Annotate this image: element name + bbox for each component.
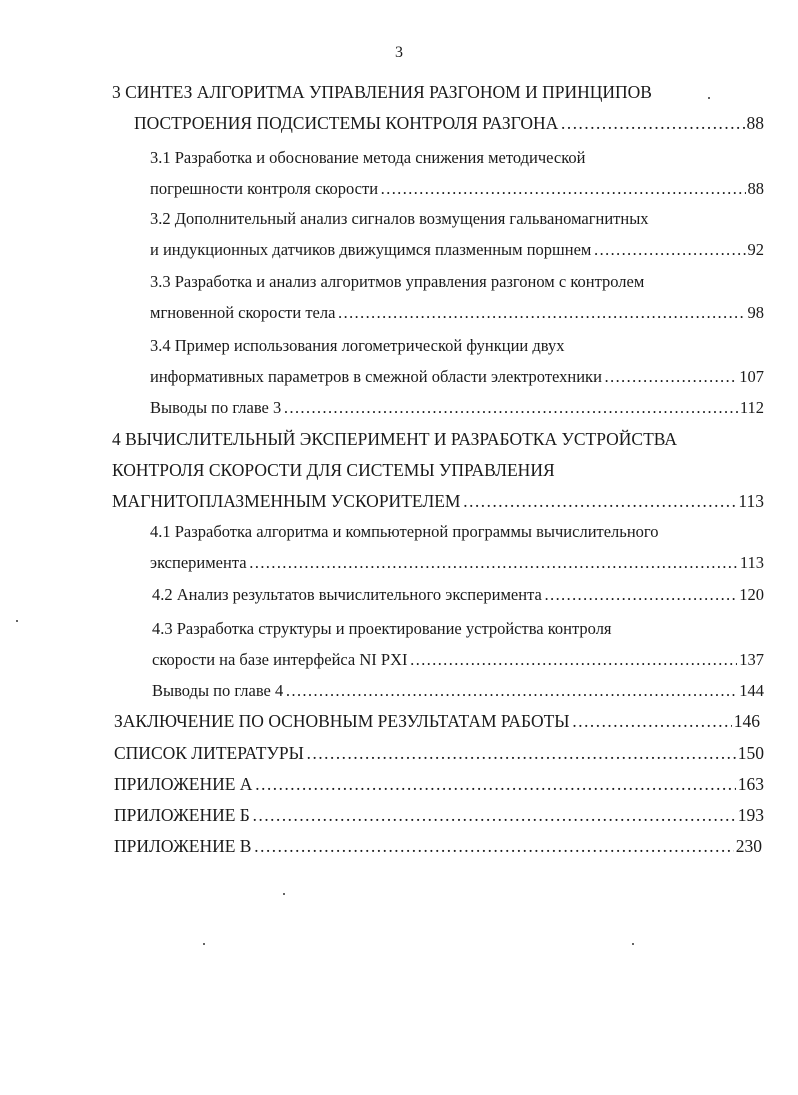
toc-page-number: 88 [746,113,764,133]
toc-section-3-3-entry[interactable]: мгновенной скорости тела …………………………………………………………………………………………………………………………………………………………………… 98 [150,301,764,325]
scan-speck [16,620,18,622]
scan-speck [708,97,710,99]
toc-section-3-3-line1: 3.3 Разработка и анализ алгоритмов управления разгоном с контролем [150,272,645,291]
scan-speck [632,943,634,945]
toc-chapter-3-entry[interactable]: ПОСТРОЕНИЯ ПОДСИСТЕМЫ КОНТРОЛЯ РАЗГОНА …………………………………………………………………………………………………………………………………………………………………… 88 [134,111,764,135]
toc-section-4-3-entry[interactable]: скорости на базе интерфейса NI PXI …………………………………………………………………………………………………………………………………………………………………… 137 [152,648,764,672]
toc-page-number: 98 [747,303,764,322]
toc-chapter-3-title-line1: 3 СИНТЕЗ АЛГОРИТМА УПРАВЛЕНИЯ РАЗГОНОМ И ПРИНЦИПОВ [112,82,652,102]
toc-page-number: 230 [735,836,762,856]
toc-section-4-1-entry[interactable]: эксперимента …………………………………………………………………………………………………………………………………………………………………… 113 [150,551,764,575]
toc-appendix-b[interactable]: ПРИЛОЖЕНИЕ Б …………………………………………………………………………………………………………………………………………………………………… 193 [114,803,764,827]
toc-page-number: 113 [739,553,764,572]
toc-page-number: 137 [739,650,764,669]
toc-page-number: 150 [737,743,764,763]
toc-page-number: 113 [738,491,764,511]
toc-appendix-c[interactable]: ПРИЛОЖЕНИЕ В …………………………………………………………………………………………………………………………………………………………………… 230 [114,834,762,858]
toc-page-number: 88 [747,179,764,198]
toc-conclusions-chapter-3[interactable]: Выводы по главе 3 …………………………………………………………………………………………………………………………………………………………………… 112 [150,396,764,420]
toc-chapter-4-entry[interactable]: МАГНИТОПЛАЗМЕННЫМ УСКОРИТЕЛЕМ …………………………………………………………………………………………………………………………………………………………………… 113 [112,489,764,513]
toc-section-3-4-entry[interactable]: информативных параметров в смежной области электротехники …………………………………………………………………………………………………………………………………………………………………… 107 [150,365,764,389]
toc-section-4-1-line1: 4.1 Разработка алгоритма и компьютерной программы вычислительного [150,522,659,541]
toc-page-number: 92 [747,240,764,259]
toc-section-4-2-entry[interactable]: 4.2 Анализ результатов вычислительного эксперимента …………………………………………………………………………………………………………………………………………………………………… 120 [152,583,764,607]
toc-references[interactable]: СПИСОК ЛИТЕРАТУРЫ …………………………………………………………………………………………………………………………………………………………………… 150 [114,741,764,765]
scan-speck [203,943,205,945]
toc-page-number: 120 [739,585,764,604]
toc-conclusions-chapter-4[interactable]: Выводы по главе 4 …………………………………………………………………………………………………………………………………………………………………… 144 [152,679,764,703]
toc-page-number: 144 [739,681,764,700]
page-number: 3 [395,44,403,61]
toc-section-3-2-line1: 3.2 Дополнительный анализ сигналов возмущения гальваномагнитных [150,209,649,228]
toc-page-number: 107 [739,367,764,386]
toc-section-3-1-line1: 3.1 Разработка и обоснование метода снижения методической [150,148,586,167]
toc-chapter-4-title-line1: 4 ВЫЧИСЛИТЕЛЬНЫЙ ЭКСПЕРИМЕНТ И РАЗРАБОТКА УСТРОЙСТВА [112,429,677,449]
toc-appendix-a[interactable]: ПРИЛОЖЕНИЕ А …………………………………………………………………………………………………………………………………………………………………… 163 [114,772,764,796]
toc-conclusion[interactable]: ЗАКЛЮЧЕНИЕ ПО ОСНОВНЫМ РЕЗУЛЬТАТАМ РАБОТЫ …………………………………………………………………………………………………………………………………………………………………… 146 [114,709,760,733]
toc-section-3-1-entry[interactable]: погрешности контроля скорости …………………………………………………………………………………………………………………………………………………………………… 88 [150,177,764,201]
toc-page-number: 146 [733,711,760,731]
scan-speck [283,893,285,895]
toc-section-3-2-entry[interactable]: и индукционных датчиков движущимся плазменным поршнем …………………………………………………………………………………………………………………………………………………………………… 92 [150,238,764,262]
toc-section-4-3-line1: 4.3 Разработка структуры и проектирование устройства контроля [152,619,612,638]
toc-page-number: 163 [737,774,764,794]
toc-page-number: 193 [737,805,764,825]
toc-page-number: 112 [739,398,764,417]
toc-chapter-4-title-line2: КОНТРОЛЯ СКОРОСТИ ДЛЯ СИСТЕМЫ УПРАВЛЕНИЯ [112,460,555,480]
toc-section-3-4-line1: 3.4 Пример использования логометрической функции двух [150,336,565,355]
